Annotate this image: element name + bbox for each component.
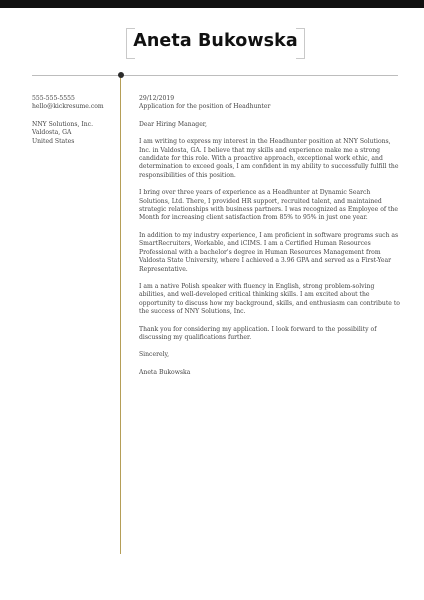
phone: 555-555-5555 [32, 95, 75, 102]
applicant-name: Aneta Bukowska [133, 31, 298, 51]
timeline-line [120, 76, 121, 554]
paragraph: I bring over three years of experience as a Headhunter at Dynamic Search Solutions, Ltd. There, I provided HR support, recruited talent, and maintained strategic relationships with business partners. I was recognized as Employee of the Month for increasing client satisfaction from 85% to 95% in just one year. [139, 189, 399, 222]
closing: Sincerely, [139, 351, 170, 359]
salutation: Dear Hiring Manager, [139, 120, 207, 128]
recipient-country: United States [32, 137, 75, 145]
signature: Aneta Bukowska [139, 368, 191, 376]
top-bar [0, 0, 424, 8]
email: hello@kickresume.com [32, 103, 104, 111]
letter-body [139, 95, 401, 386]
recipient-company: NNY Solutions, Inc. [32, 120, 94, 128]
paragraph: In addition to my industry experience, I am proficient in software programs such as SmartRecruiters, Workable, and iCIMS. I am a Certified Human Resources Professional with a bachelor's degree in Human Resources Management from Valdosta State University, where I achieved a 3.96 GPA and served as a First-Year Representative. [139, 231, 399, 273]
paragraph: I am a native Polish speaker with fluency in English, strong problem-solving abilities, and well-developed critical thinking skills. I am excited about the opportunity to discuss how my background, skills, and enthusiasm can contribute to the success of NNY Solutions, Inc. [139, 282, 400, 316]
letter-subject: Application for the position of Headhunter [139, 103, 271, 111]
name-frame [126, 28, 305, 59]
contact-column [32, 95, 116, 146]
paragraph: Thank you for considering my application. I look forward to the possibility of discussing my qualifications further. [139, 325, 377, 341]
timeline-dot [118, 72, 124, 78]
paragraph: I am writing to express my interest in the Headhunter position at NNY Solutions, Inc. in Valdosta, GA. I believe that my skills and experience make me a strong candidate for this role. With a proactive approach, exceptional work ethic, and determination to exceed goals, I am confident in my ability to successfully fulfill the responsibilities of this position. [139, 138, 399, 179]
header-divider [32, 75, 398, 76]
recipient-city: Valdosta, GA [32, 129, 72, 137]
letter-date: 29/12/2019 [139, 95, 175, 102]
